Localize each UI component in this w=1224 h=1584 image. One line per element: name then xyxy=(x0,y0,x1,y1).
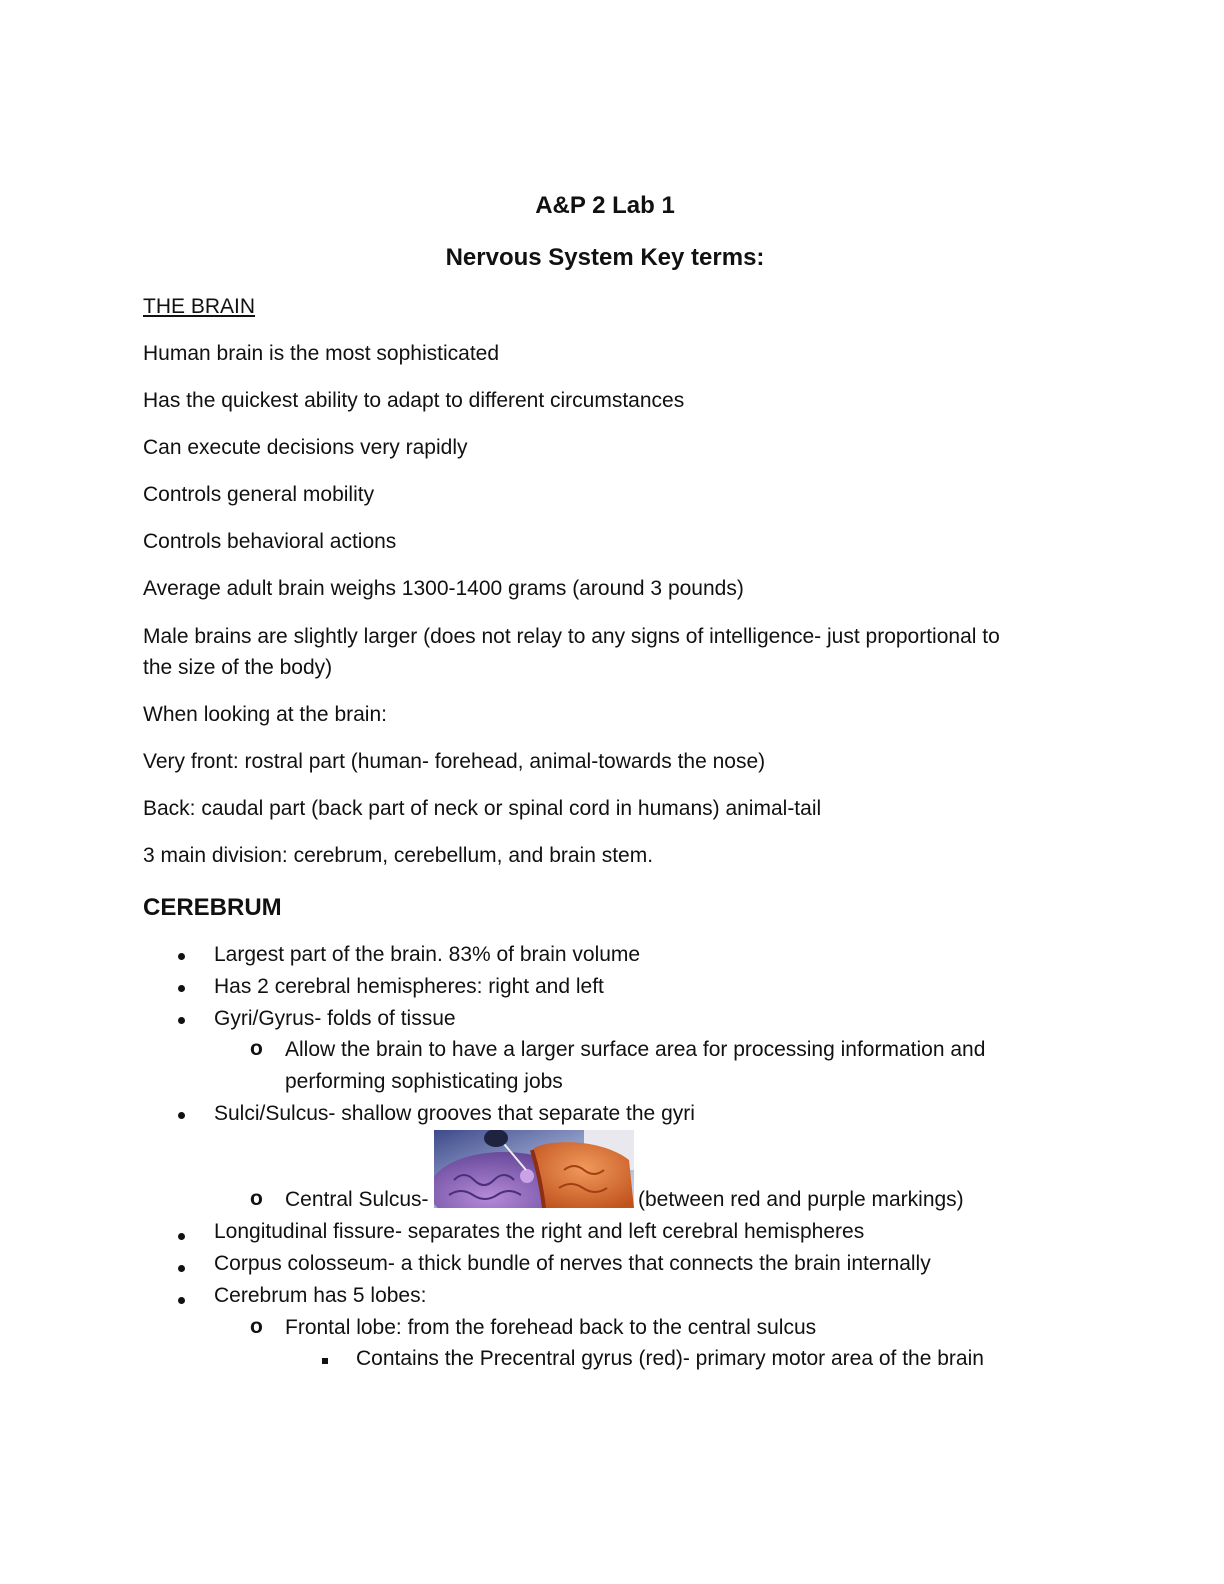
list-item: Cerebrum has 5 lobes: xyxy=(214,1284,427,1307)
brain-line: Very front: rostral part (human- forehead, animal-towards the nose) xyxy=(143,750,766,773)
list-item: Allow the brain to have a larger surface area for processing information and xyxy=(285,1038,986,1061)
list-item: performing sophisticating jobs xyxy=(285,1070,563,1093)
list-item: Central Sulcus- xyxy=(285,1188,429,1211)
bullet-icon xyxy=(178,1017,185,1024)
list-item-note: (between red and purple markings) xyxy=(638,1188,964,1211)
brain-line: Back: caudal part (back part of neck or spinal cord in humans) animal-tail xyxy=(143,797,822,820)
section-heading-brain: THE BRAIN xyxy=(143,295,256,318)
bullet-icon xyxy=(178,1112,185,1119)
list-item: Longitudinal fissure- separates the right and left cerebral hemispheres xyxy=(214,1220,865,1243)
list-item: Has 2 cerebral hemispheres: right and left xyxy=(214,975,604,998)
section-heading-cerebrum: CEREBRUM xyxy=(143,894,282,921)
square-bullet-icon xyxy=(322,1358,328,1364)
list-item: Largest part of the brain. 83% of brain volume xyxy=(214,943,641,966)
brain-line: Can execute decisions very rapidly xyxy=(143,436,468,459)
brain-line: Average adult brain weighs 1300-1400 grams (around 3 pounds) xyxy=(143,577,744,600)
bullet-icon xyxy=(178,985,185,992)
brain-line: the size of the body) xyxy=(143,656,333,679)
brain-line: Male brains are slightly larger (does not relay to any signs of intelligence- just proportional to xyxy=(143,625,1000,648)
brain-model-image xyxy=(434,1130,634,1208)
bullet-icon xyxy=(178,1265,185,1272)
list-item: Gyri/Gyrus- folds of tissue xyxy=(214,1007,456,1030)
brain-line: Controls behavioral actions xyxy=(143,530,397,553)
list-item: Frontal lobe: from the forehead back to the central sulcus xyxy=(285,1316,817,1339)
list-item: Contains the Precentral gyrus (red)- primary motor area of the brain xyxy=(356,1347,984,1370)
brain-line: Controls general mobility xyxy=(143,483,375,506)
sub-bullet-icon: o xyxy=(250,1037,263,1060)
bullet-icon xyxy=(178,1233,185,1240)
page-subtitle: Nervous System Key terms: xyxy=(445,244,765,271)
bullet-icon xyxy=(178,1297,185,1304)
brain-line: Human brain is the most sophisticated xyxy=(143,342,500,365)
brain-line: Has the quickest ability to adapt to different circumstances xyxy=(143,389,685,412)
list-item: Sulci/Sulcus- shallow grooves that separate the gyri xyxy=(214,1102,695,1125)
page-title: A&P 2 Lab 1 xyxy=(535,192,675,219)
brain-line: 3 main division: cerebrum, cerebellum, and brain stem. xyxy=(143,844,654,867)
sub-bullet-icon: o xyxy=(250,1187,263,1210)
brain-line: When looking at the brain: xyxy=(143,703,387,726)
sub-bullet-icon: o xyxy=(250,1315,263,1338)
list-item: Corpus colosseum- a thick bundle of nerves that connects the brain internally xyxy=(214,1252,931,1275)
bullet-icon xyxy=(178,953,185,960)
